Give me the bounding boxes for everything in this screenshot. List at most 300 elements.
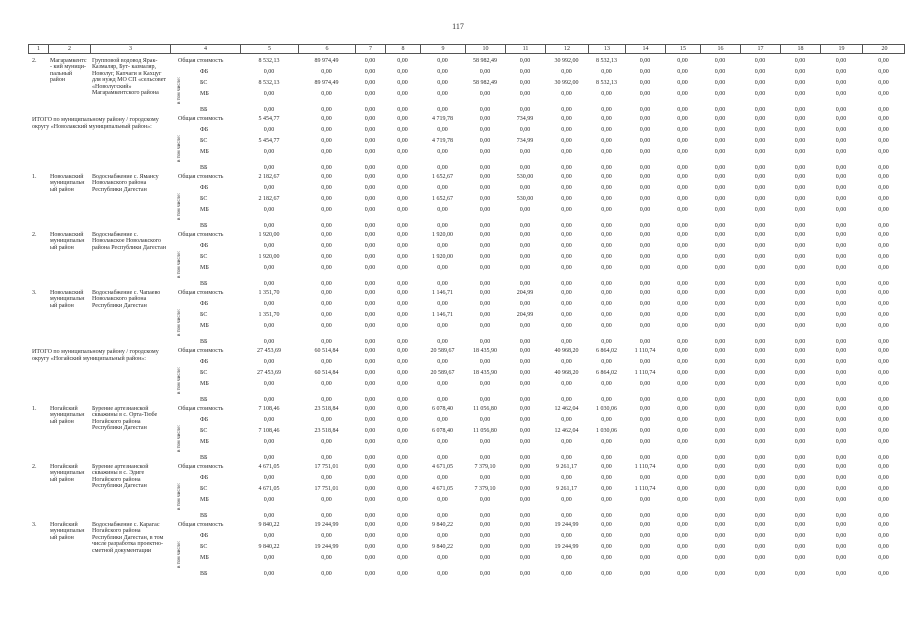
value-cell: 0,00 [321,359,332,365]
value-cell: 0,00 [754,223,766,229]
value-cell: 0,00 [714,323,726,329]
value-cell: 0,00 [754,381,766,387]
budget-source-label: ФБ [200,533,209,539]
value-cell: 0,00 [794,370,806,376]
value-cell: 0,00 [835,185,847,191]
value-cell: 0,00 [878,116,889,122]
budget-source-label: БС [200,428,208,434]
value-cell: 0,00 [878,486,889,492]
value-cell: 0,00 [519,513,531,519]
value-cell: 0,00 [835,232,847,238]
value-cell: 0,00 [714,475,726,481]
itogo-label: ИТОГО по муниципальному району / городскому округу «Ногайский муниципальный район»: [32,349,159,362]
value-cell: 0,00 [794,555,806,561]
object-description: Бурение артезианской скважины в с. Эдиге Ногайского района Республики Дагестан [92,464,149,490]
value-cell: 0,00 [601,301,612,307]
object-block [28,56,905,114]
value-cell: 0,00 [754,58,766,64]
budget-source-label: БС [200,254,208,260]
value-cell: 7 379,10 [474,486,496,492]
value-cell: 0,00 [321,127,332,133]
value-cell: 0,00 [754,522,766,528]
value-cell: 0,00 [677,116,688,122]
value-cell: 0,00 [878,265,889,271]
value-cell: 0,00 [677,555,688,561]
value-cell: 0,00 [835,58,847,64]
value-cell: 1 652,67 [432,196,453,202]
value-cell: 0,00 [714,58,726,64]
value-cell: 0,00 [397,486,408,492]
value-cell: 0,00 [714,571,726,577]
value-cell: 0,00 [437,555,448,561]
value-cell: 1 110,74 [634,348,656,354]
page-number: 117 [452,22,464,31]
value-cell: 0,00 [878,348,889,354]
value-cell: 0,00 [754,339,766,345]
value-cell: 60 514,84 [314,348,339,354]
value-cell: 0,00 [835,223,847,229]
value-cell: 0,00 [397,138,408,144]
value-cell: 0,00 [519,80,531,86]
value-cell: 0,00 [878,174,889,180]
value-cell: 0,00 [364,301,376,307]
object-description: Групповой водовод Ярак- Казмаляр, Бут- казмаляр, Новолуг, Капчаги и Кахцуг для нужд МО СП «сельсовет «Новолугский» Магарамкентского района [92,58,167,97]
value-cell: 0,00 [397,107,408,113]
value-cell: 0,00 [835,533,847,539]
value-cell: 0,00 [677,69,688,75]
value-cell: 0,00 [878,406,889,412]
header-cell-11: 11 [506,45,546,53]
value-cell: 0,00 [601,290,612,296]
value-cell: 0,00 [677,312,688,318]
value-cell: 734,99 [516,138,534,144]
value-cell: 0,00 [561,196,572,202]
value-cell: 19 244,99 [314,522,339,528]
value-cell: 0,00 [519,58,531,64]
value-cell: 0,00 [754,497,766,503]
value-cell: 0,00 [639,69,651,75]
value-cell: 89 974,49 [314,80,339,86]
value-cell: 11 056,80 [473,428,497,434]
value-cell: 0,00 [601,185,612,191]
budget-source-label: БС [200,544,208,550]
value-cell: 0,00 [397,513,408,519]
value-cell: 1 110,74 [634,486,656,492]
value-cell: 58 982,49 [473,80,497,86]
value-cell: 0,00 [677,265,688,271]
value-cell: 0,00 [639,232,651,238]
value-cell: 0,00 [479,359,491,365]
value-cell: 0,00 [601,165,612,171]
value-cell: 0,00 [754,486,766,492]
value-cell: 0,00 [437,323,448,329]
value-cell: 0,00 [397,80,408,86]
value-cell: 0,00 [519,359,531,365]
value-cell: 0,00 [714,138,726,144]
value-cell: 0,00 [677,243,688,249]
value-cell: 0,00 [794,455,806,461]
total-cost-label: Общая стоимость [178,116,224,122]
value-cell: 1 110,74 [634,370,656,376]
value-cell: 0,00 [714,301,726,307]
value-cell: 0,00 [794,359,806,365]
including-label: в том числе: [176,134,182,163]
value-cell: 0,00 [754,555,766,561]
value-cell: 0,00 [263,281,275,287]
value-cell: 0,00 [397,127,408,133]
budget-source-label: БС [200,196,208,202]
budget-source-label: ФБ [200,69,209,75]
budget-source-label: ВБ [200,397,208,403]
value-cell: 0,00 [878,381,889,387]
value-cell: 0,00 [321,381,332,387]
header-cell-2: 2 [49,45,91,53]
value-cell: 20 589,67 [430,370,455,376]
value-cell: 0,00 [754,533,766,539]
value-cell: 0,00 [263,165,275,171]
value-cell: 0,00 [878,370,889,376]
value-cell: 0,00 [639,475,651,481]
value-cell: 0,00 [639,513,651,519]
value-cell: 17 751,01 [314,464,339,470]
value-cell: 0,00 [437,397,448,403]
value-cell: 0,00 [677,359,688,365]
value-cell: 0,00 [561,149,572,155]
value-cell: 0,00 [677,381,688,387]
itogo-block [28,346,905,404]
value-cell: 0,00 [263,91,275,97]
value-cell: 0,00 [321,475,332,481]
value-cell: 0,00 [479,533,491,539]
value-cell: 0,00 [263,359,275,365]
value-cell: 0,00 [835,406,847,412]
value-cell: 0,00 [601,223,612,229]
value-cell: 0,00 [714,406,726,412]
value-cell: 0,00 [794,406,806,412]
value-cell: 0,00 [794,522,806,528]
value-cell: 0,00 [519,127,531,133]
budget-source-label: БС [200,370,208,376]
value-cell: 0,00 [561,323,572,329]
value-cell: 0,00 [754,312,766,318]
value-cell: 0,00 [479,254,491,260]
value-cell: 0,00 [714,265,726,271]
value-cell: 0,00 [263,455,275,461]
value-cell: 0,00 [677,80,688,86]
value-cell: 0,00 [601,381,612,387]
value-cell: 0,00 [601,397,612,403]
budget-source-label: МБ [200,555,209,561]
budget-source-label: ВБ [200,455,208,461]
value-cell: 0,00 [519,406,531,412]
value-cell: 1 351,70 [258,290,280,296]
value-cell: 0,00 [479,127,491,133]
value-cell: 0,00 [519,439,531,445]
value-cell: 0,00 [321,513,332,519]
value-cell: 0,00 [321,185,332,191]
value-cell: 5 454,77 [258,116,280,122]
value-cell: 0,00 [754,69,766,75]
value-cell: 0,00 [677,497,688,503]
value-cell: 0,00 [364,475,376,481]
value-cell: 0,00 [561,69,572,75]
value-cell: 0,00 [321,174,332,180]
value-cell: 0,00 [835,555,847,561]
value-cell: 40 968,20 [554,348,579,354]
value-cell: 0,00 [639,174,651,180]
value-cell: 0,00 [835,475,847,481]
value-cell: 0,00 [364,464,376,470]
value-cell: 0,00 [794,544,806,550]
header-cell-8: 8 [386,45,421,53]
value-cell: 0,00 [519,301,531,307]
budget-source-label: МБ [200,497,209,503]
value-cell: 0,00 [639,522,651,528]
including-label-cell [170,125,188,172]
value-cell: 0,00 [519,91,531,97]
header-cell-6: 6 [299,45,356,53]
value-cell: 0,00 [364,80,376,86]
value-cell: 0,00 [639,80,651,86]
including-label-cell [170,183,188,230]
total-cost-label: Общая стоимость [178,522,224,528]
value-cell: 0,00 [519,464,531,470]
budget-source-label: МБ [200,381,209,387]
value-cell: 0,00 [794,107,806,113]
value-cell: 0,00 [835,91,847,97]
value-cell: 0,00 [794,381,806,387]
row-number: 2. [32,464,37,470]
value-cell: 0,00 [794,254,806,260]
budget-source-label: ФБ [200,127,209,133]
value-cell: 0,00 [561,312,572,318]
value-cell: 0,00 [835,243,847,249]
value-cell: 0,00 [364,91,376,97]
value-cell: 0,00 [754,439,766,445]
value-cell: 89 974,49 [314,58,339,64]
value-cell: 0,00 [437,381,448,387]
header-cell-20: 20 [881,46,888,52]
value-cell: 0,00 [878,196,889,202]
value-cell: 0,00 [437,301,448,307]
value-cell: 0,00 [835,497,847,503]
value-cell: 0,00 [794,174,806,180]
value-cell: 0,00 [479,397,491,403]
value-cell: 0,00 [479,116,491,122]
value-cell: 1 030,06 [596,428,617,434]
value-cell: 0,00 [794,69,806,75]
value-cell: 0,00 [437,265,448,271]
value-cell: 0,00 [754,254,766,260]
value-cell: 0,00 [321,91,332,97]
value-cell: 0,00 [601,533,612,539]
value-cell: 0,00 [479,243,491,249]
budget-source-label: ВБ [200,107,208,113]
value-cell: 0,00 [397,174,408,180]
value-cell: 0,00 [561,243,572,249]
value-cell: 0,00 [714,232,726,238]
value-cell: 0,00 [754,370,766,376]
budget-source-label: ВБ [200,165,208,171]
value-cell: 0,00 [794,475,806,481]
object-description: Водоснабжение с. Карагас Ногайского района Республики Дагестан, в том числе разработка проектно- сметной документации [92,522,164,554]
value-cell: 0,00 [263,127,275,133]
header-cell-4: 4 [171,45,241,53]
value-cell: 0,00 [878,58,889,64]
value-cell: 0,00 [519,254,531,260]
value-cell: 0,00 [321,107,332,113]
value-cell: 0,00 [364,107,376,113]
value-cell: 0,00 [519,397,531,403]
value-cell: 18 435,90 [473,370,497,376]
value-cell: 0,00 [878,397,889,403]
value-cell: 0,00 [835,522,847,528]
value-cell: 0,00 [639,58,651,64]
value-cell: 0,00 [794,185,806,191]
value-cell: 0,00 [794,339,806,345]
value-cell: 0,00 [639,196,651,202]
value-cell: 0,00 [601,455,612,461]
value-cell: 0,00 [397,265,408,271]
value-cell: 0,00 [397,196,408,202]
total-cost-label: Общая стоимость [178,290,224,296]
value-cell: 0,00 [601,417,612,423]
value-cell: 5 454,77 [258,138,280,144]
header-cell-12: 12 [546,45,589,53]
value-cell: 0,00 [835,397,847,403]
value-cell: 0,00 [754,281,766,287]
including-label-cell [170,531,188,578]
value-cell: 0,00 [878,544,889,550]
value-cell: 0,00 [794,127,806,133]
value-cell: 0,00 [364,455,376,461]
value-cell: 0,00 [601,265,612,271]
value-cell: 30 992,00 [554,80,579,86]
value-cell: 0,00 [364,254,376,260]
header-cell-9: 9 [421,45,466,53]
value-cell: 0,00 [561,165,572,171]
value-cell: 27 453,69 [257,370,281,376]
value-cell: 0,00 [321,265,332,271]
value-cell: 0,00 [364,513,376,519]
value-cell: 0,00 [601,174,612,180]
value-cell: 0,00 [263,513,275,519]
value-cell: 0,00 [397,116,408,122]
value-cell: 0,00 [754,464,766,470]
header-cell-10: 10 [466,45,506,53]
value-cell: 0,00 [714,464,726,470]
value-cell: 0,00 [519,149,531,155]
value-cell: 0,00 [754,107,766,113]
value-cell: 0,00 [794,497,806,503]
object-block [28,520,905,578]
value-cell: 0,00 [321,290,332,296]
value-cell: 0,00 [519,232,531,238]
value-cell: 0,00 [835,571,847,577]
value-cell: 0,00 [601,149,612,155]
value-cell: 0,00 [601,497,612,503]
value-cell: 0,00 [321,571,332,577]
value-cell: 0,00 [835,323,847,329]
including-label-cell [170,67,188,114]
value-cell: 7 379,10 [474,464,496,470]
value-cell: 0,00 [639,290,651,296]
value-cell: 0,00 [263,185,275,191]
value-cell: 1 146,71 [432,290,453,296]
budget-source-label: ВБ [200,223,208,229]
value-cell: 0,00 [321,312,332,318]
value-cell: 0,00 [321,397,332,403]
value-cell: 0,00 [263,323,275,329]
value-cell: 0,00 [437,571,448,577]
value-cell: 0,00 [601,138,612,144]
value-cell: 0,00 [519,185,531,191]
district-name: Новолакский муниципальный район [50,290,85,309]
value-cell: 0,00 [835,149,847,155]
value-cell: 0,00 [479,223,491,229]
header-cell-7: 7 [356,45,386,53]
value-cell: 0,00 [794,243,806,249]
value-cell: 0,00 [794,223,806,229]
value-cell: 0,00 [639,571,651,577]
value-cell: 0,00 [835,281,847,287]
value-cell: 0,00 [639,138,651,144]
value-cell: 0,00 [263,475,275,481]
value-cell: 6 078,40 [432,428,453,434]
value-cell: 0,00 [878,127,889,133]
value-cell: 0,00 [263,207,275,213]
object-description: Водоснабжение с. Чапаево Новолакского района Республики Дагестан [92,290,161,309]
value-cell: 1 920,00 [258,232,280,238]
value-cell: 0,00 [835,312,847,318]
value-cell: 0,00 [754,232,766,238]
value-cell: 0,00 [677,533,688,539]
value-cell: 0,00 [397,69,408,75]
value-cell: 0,00 [397,312,408,318]
budget-source-label: ВБ [200,281,208,287]
value-cell: 0,00 [364,359,376,365]
value-cell: 0,00 [479,174,491,180]
value-cell: 0,00 [479,165,491,171]
itogo-block [28,114,905,172]
value-cell: 0,00 [878,107,889,113]
value-cell: 0,00 [364,339,376,345]
value-cell: 0,00 [364,439,376,445]
value-cell: 0,00 [561,301,572,307]
value-cell: 0,00 [639,555,651,561]
value-cell: 0,00 [677,301,688,307]
value-cell: 0,00 [677,464,688,470]
value-cell: 0,00 [878,223,889,229]
value-cell: 0,00 [561,417,572,423]
value-cell: 0,00 [437,185,448,191]
value-cell: 0,00 [519,69,531,75]
value-cell: 0,00 [364,265,376,271]
value-cell: 0,00 [364,533,376,539]
value-cell: 0,00 [639,533,651,539]
object-description: Водоснабжение с. Новолакское Новолакского района Республики Дагестан [92,232,167,251]
value-cell: 0,00 [479,265,491,271]
value-cell: 0,00 [321,69,332,75]
financing-table [28,44,905,578]
value-cell: 0,00 [714,223,726,229]
value-cell: 0,00 [835,370,847,376]
value-cell: 0,00 [794,116,806,122]
value-cell: 0,00 [561,571,572,577]
value-cell: 0,00 [263,439,275,445]
value-cell: 4 671,05 [258,486,280,492]
value-cell: 0,00 [561,455,572,461]
